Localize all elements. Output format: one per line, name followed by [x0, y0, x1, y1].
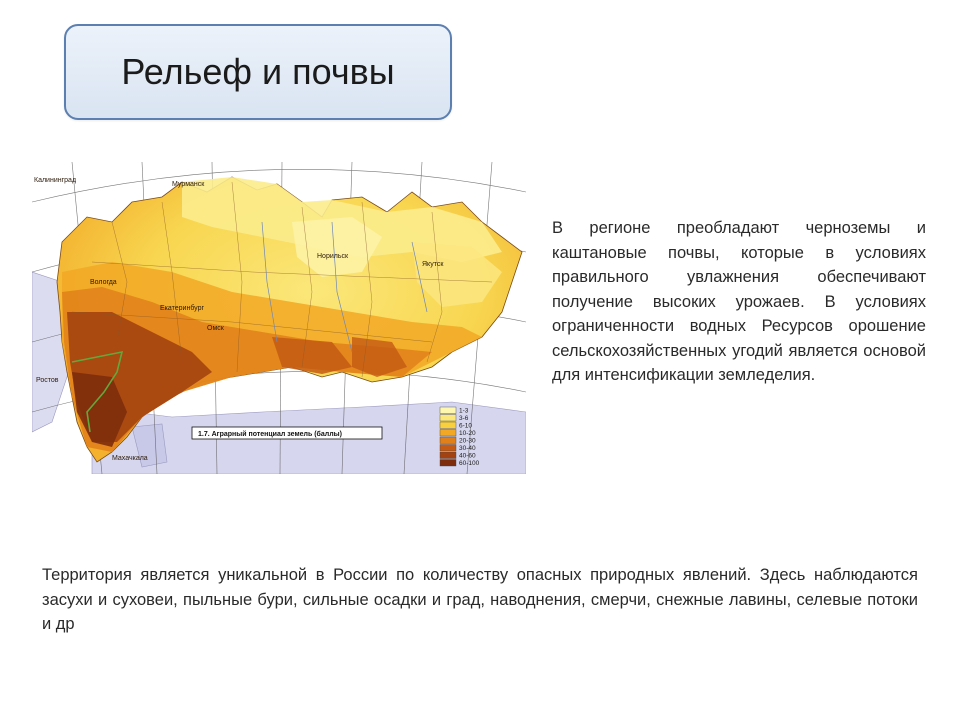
side-paragraph: В регионе преобладают черноземы и каштановые почвы, которые в условиях правильного увлажнения обеспечивают получение высоких урожаев. В условиях ограниченности водных Ресурсов орошение сельскохозяйственных угодий является основой для интенсификации земледелия.	[552, 219, 926, 384]
label-vologda: Вологда	[90, 279, 117, 286]
legend-swatch	[440, 422, 456, 429]
legend-swatch	[440, 437, 456, 444]
legend-label: 6-10	[459, 422, 473, 430]
title-box	[64, 24, 452, 120]
legend-label: 40-60	[459, 452, 476, 460]
legend-swatch	[440, 460, 456, 467]
legend-label: 30-40	[459, 445, 476, 452]
label-rostov: Ростов	[36, 377, 59, 384]
legend-swatch	[440, 445, 456, 452]
slide-title: Рельеф и почвы	[121, 51, 395, 92]
label-norilsk: Норильск	[317, 253, 349, 260]
legend-swatch	[440, 452, 456, 459]
map-caption: 1.7. Аграрный потенциал земель (баллы)	[198, 431, 342, 438]
legend-swatch	[440, 407, 456, 414]
label-murmansk: Мурманск	[172, 181, 205, 188]
legend-swatch	[440, 430, 456, 437]
legend-label: 60-100	[459, 460, 480, 467]
legend-swatch	[440, 415, 456, 422]
bottom-paragraph: Территория является уникальной в России по количеству опасных природных явлений. Здесь наблюдаются засухи и суховеи, пыльные бури, сильные осадки и град, наводнения, смерчи, снежные лавины, селевые потоки и др	[42, 566, 918, 633]
legend-label: 10-20	[459, 430, 476, 437]
label-kaliningrad: Калининград	[34, 177, 77, 184]
label-yakutsk: Якутск	[422, 261, 444, 268]
label-omsk: Омск	[207, 325, 224, 332]
russia-soil-map	[32, 162, 526, 474]
legend-label: 3-6	[459, 415, 469, 422]
legend-label: 20-30	[459, 437, 476, 445]
label-ekaterinburg: Екатеринбург	[160, 305, 205, 312]
legend-label: 1-3	[459, 407, 469, 415]
label-makhachkala: Махачкала	[112, 455, 148, 462]
map-svg	[32, 162, 526, 474]
